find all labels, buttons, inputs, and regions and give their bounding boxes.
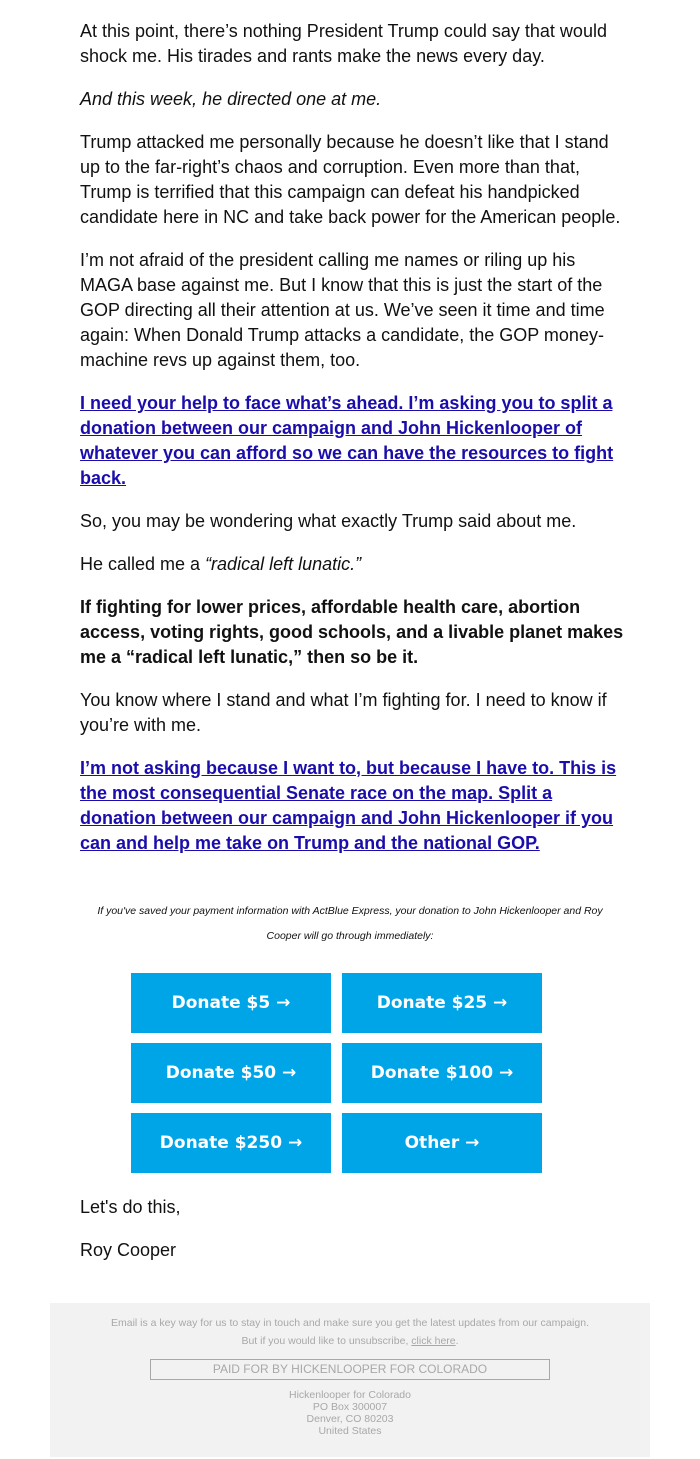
footer-stay-in-touch: Email is a key way for us to stay in touch and make sure you get the latest updates from our campaign. — [111, 1317, 589, 1329]
paragraph-trump-attacked: Trump attacked me personally because he doesn’t like that I stand up to the far-right’s chaos and corruption. Even more than that, Trump is terrified that this campaign can defeat his handpicked candidate here in NC and take back power for the American people. — [80, 132, 621, 227]
donate-split-link-2[interactable]: I’m not asking because I want to, but because I have to. This is the most consequential Senate race on the map. Split a donation between our campaign and John Hickenlooper if you can and help me take on Trump and the national GOP. — [80, 758, 617, 853]
paragraph-directed-at-me: And this week, he directed one at me. — [80, 89, 382, 109]
paragraph-wondering: So, you may be wondering what exactly Trump said about me. — [80, 511, 577, 531]
donate-25-button[interactable]: Donate $25 → — [342, 973, 542, 1033]
unsubscribe-prefix: But if you would like to unsubscribe, — [241, 1335, 412, 1347]
email-body — [80, 19, 625, 874]
address-line: PO Box 300007 — [312, 1401, 388, 1413]
radical-left-quote: “radical left lunatic.” — [205, 554, 362, 574]
signoff: Let's do this, — [80, 1197, 181, 1217]
unsubscribe-suffix: . — [455, 1335, 459, 1347]
donate-50-button[interactable]: Donate $50 → — [131, 1043, 331, 1103]
actblue-express-notice: If you've saved your payment information with ActBlue Express, your donation to John Hickenlooper and Roy Cooper will go through immediately: — [97, 905, 603, 942]
donate-split-link-1[interactable]: I need your help to face what’s ahead. I’m asking you to split a donation between our campaign and John Hickenlooper of whatever you can afford so we can have the resources to fight back. — [80, 393, 614, 488]
signature: Roy Cooper — [80, 1240, 177, 1260]
email-footer — [50, 1303, 650, 1457]
donate-250-button[interactable]: Donate $250 → — [131, 1113, 331, 1173]
paragraph-called-me — [80, 552, 625, 577]
unsubscribe-link[interactable]: click here — [411, 1335, 456, 1347]
paragraph-where-i-stand: You know where I stand and what I’m fighting for. I need to know if you’re with me. — [80, 690, 607, 735]
donate-100-button[interactable]: Donate $100 → — [342, 1043, 542, 1103]
address-line: Denver, CO 80203 — [306, 1413, 394, 1425]
address-line: United States — [318, 1425, 382, 1437]
paragraph-not-afraid: I’m not afraid of the president calling me names or riling up his MAGA base against me. But I know that this is just the start of the GOP directing all their attention at us. We’ve seen it time and time again: When Donald Trump attacks a candidate, the GOP money-machine revs up against them, too. — [80, 250, 605, 370]
called-me-prefix: He called me a — [80, 554, 206, 574]
paragraph-intro: At this point, there’s nothing President Trump could say that would shock me. His tirades and rants make the news every day. — [80, 21, 607, 66]
paid-for-disclaimer: PAID FOR BY HICKENLOOPER FOR COLORADO — [150, 1359, 550, 1380]
address-line: Hickenlooper for Colorado — [289, 1389, 411, 1401]
donate-other-button[interactable]: Other → — [342, 1113, 542, 1173]
donate-5-button[interactable]: Donate $5 → — [131, 973, 331, 1033]
paragraph-so-be-it: If fighting for lower prices, affordable health care, abortion access, voting rights, good schools, and a livable planet makes me a “radical left lunatic,” then so be it. — [80, 597, 624, 667]
footer-unsubscribe-line — [50, 1334, 650, 1348]
mailing-address — [50, 1389, 650, 1437]
